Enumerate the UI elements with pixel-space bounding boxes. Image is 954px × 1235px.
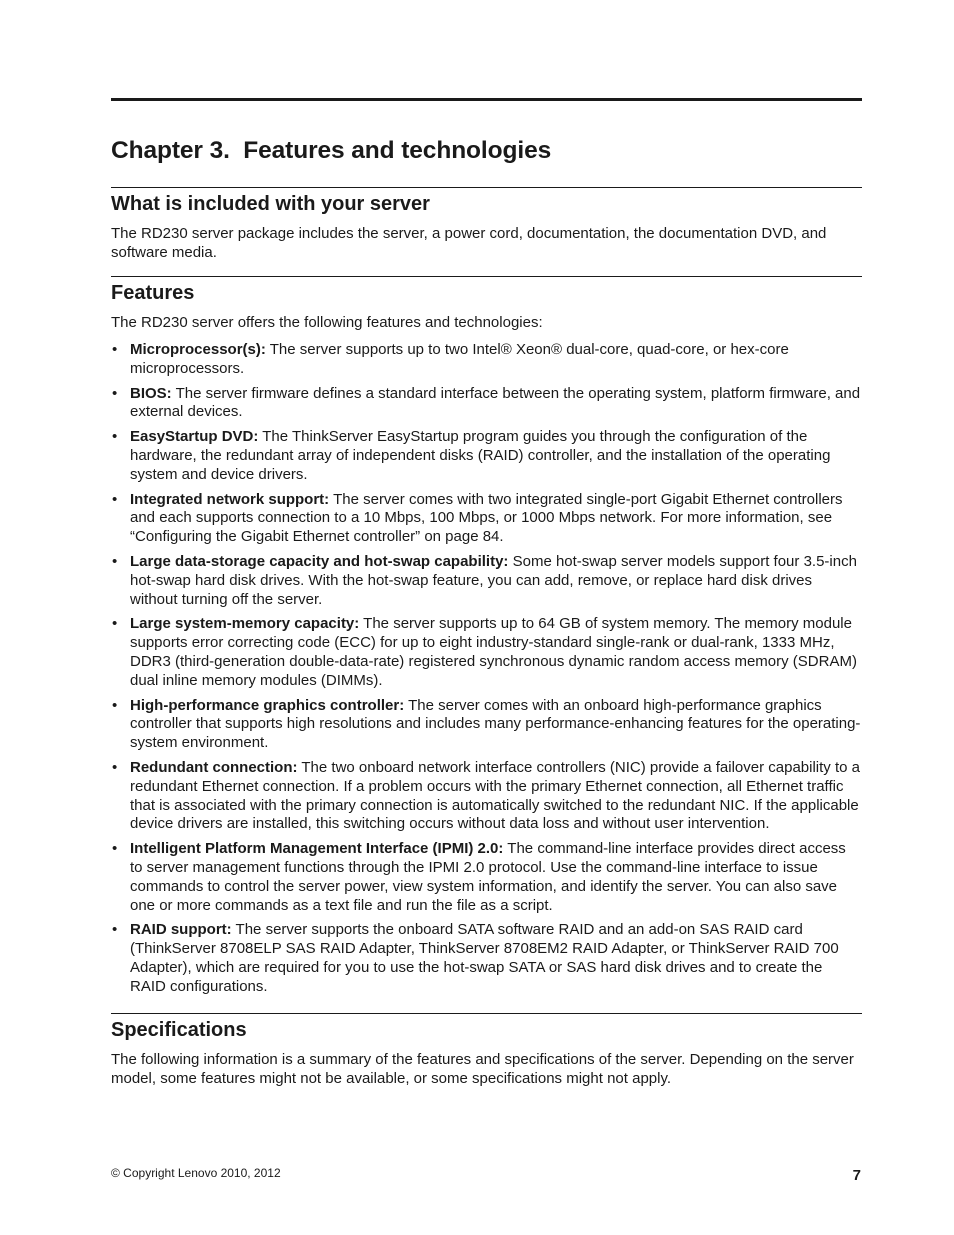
chapter-title: Chapter 3. Features and technologies [111, 137, 552, 164]
feature-label: Integrated network support: [130, 490, 330, 508]
features-intro: The RD230 server offers the following features and technologies: [111, 314, 543, 331]
bullet-icon: • [112, 758, 118, 776]
feature-text: The command-line interface provides direct access to server management functions through the IPMI 2.0 protocol. Use the command-line interface to issue commands to control the server power, view system information, and identify the server. You can also save one or more commands as a text file and run the file as a script. [130, 840, 846, 914]
feature-label: Large data-storage capacity and hot-swap capability: [130, 552, 509, 570]
section-heading-included: What is included with your server [111, 193, 430, 215]
list-item [111, 697, 862, 753]
top-rule [111, 98, 862, 101]
feature-label: High-performance graphics controller: [130, 696, 405, 714]
bullet-icon: • [112, 428, 118, 446]
section-included [111, 187, 862, 262]
section-features [111, 276, 862, 997]
bullet-icon: • [112, 615, 118, 633]
feature-text: The server comes with two integrated single-port Gigabit Ethernet controllers and each supports connection to a 10 Mbps, 100 Mbps, or 1000 Mbps network. For more information, see “Configuring the Gigabit Ethernet controller” on page 84. [130, 490, 843, 546]
list-item [111, 341, 862, 379]
list-item [111, 840, 862, 915]
section-heading-specifications: Specifications [111, 1018, 247, 1041]
bullet-icon: • [112, 341, 118, 358]
feature-label: RAID support: [130, 921, 232, 939]
feature-text: Some hot-swap server models support four 3.5-inch hot-swap hard disk drives. With the hot-swap feature, you can add, remove, or replace hard disk drives without turning off the server. [130, 552, 857, 608]
section-heading-features: Features [111, 282, 195, 304]
list-item [111, 553, 862, 609]
bullet-icon: • [112, 696, 118, 714]
feature-label: Intelligent Platform Management Interface (IPMI) 2.0: [130, 840, 504, 858]
feature-label: Redundant connection: [130, 758, 298, 776]
feature-text: The two onboard network interface controllers (NIC) provide a failover capability to a redundant Ethernet connection. If a problem occurs with the primary Ethernet connection, all Ethernet traffic that is associated with the primary connection is automatically switched to the redundant NIC. If the applicable device drivers are installed, this switching occurs without data loss and without user intervention. [130, 758, 860, 833]
feature-label: Large system-memory capacity: [130, 615, 360, 633]
list-item [111, 491, 862, 547]
feature-text: The server supports up to two Intel® Xeon® dual-core, quad-core, or hex-core microprocessors. [130, 341, 789, 377]
bullet-icon: • [112, 921, 118, 939]
list-item [111, 428, 862, 484]
page-number: 7 [852, 1167, 861, 1184]
bullet-icon: • [112, 490, 118, 508]
feature-text: The server comes with an onboard high-performance graphics controller that supports high resolutions and includes many performance-enhancing features for the operating-system environment. [130, 696, 861, 752]
list-item [111, 385, 862, 423]
feature-text: The ThinkServer EasyStartup program guides you through the configuration of the hardware, the redundant array of independent disks (RAID) controller, and the installation of the operating system and device drivers. [130, 428, 831, 483]
bullet-icon: • [112, 552, 118, 570]
feature-label: Microprocessor(s): [130, 341, 266, 358]
section-body-specifications: The following information is a summary of the features and specifications of the server. Depending on the server model, some features might not be available, or some specifications might not apply. [111, 1050, 854, 1087]
feature-label: BIOS: [130, 384, 172, 402]
feature-label: EasyStartup DVD: [130, 428, 259, 446]
section-body-included: The RD230 server package includes the server, a power cord, documentation, the documentation DVD, and software media. [111, 225, 827, 261]
list-item [111, 921, 862, 996]
feature-text: The server supports up to 64 GB of system memory. The memory module supports error correcting code (ECC) for up to eight industry-standard single-rank or dual-rank, 1333 MHz, DDR3 (third-generation double-data-rate) registered synchronous dynamic random access memory (SDRAM) dual inline memory modules (DIMMs). [130, 615, 857, 689]
section-specifications [111, 1013, 862, 1088]
feature-text: The server firmware defines a standard interface between the operating system, platform firmware, and external devices. [130, 384, 861, 421]
list-item [111, 759, 862, 834]
page-content [111, 98, 862, 1088]
copyright-notice: © Copyright Lenovo 2010, 2012 [111, 1166, 281, 1180]
bullet-icon: • [112, 384, 118, 402]
feature-text: The server supports the onboard SATA software RAID and an add-on SAS RAID card (ThinkServer 8708ELP SAS RAID Adapter, ThinkServer 8708EM2 RAID Adapter, or ThinkServer RAID 700 Adapter), which are required for you to use the hot-swap SATA or SAS hard disk drives and to create the RAID configurations. [130, 921, 839, 995]
features-list [111, 341, 862, 997]
list-item [111, 615, 862, 690]
bullet-icon: • [112, 840, 118, 858]
